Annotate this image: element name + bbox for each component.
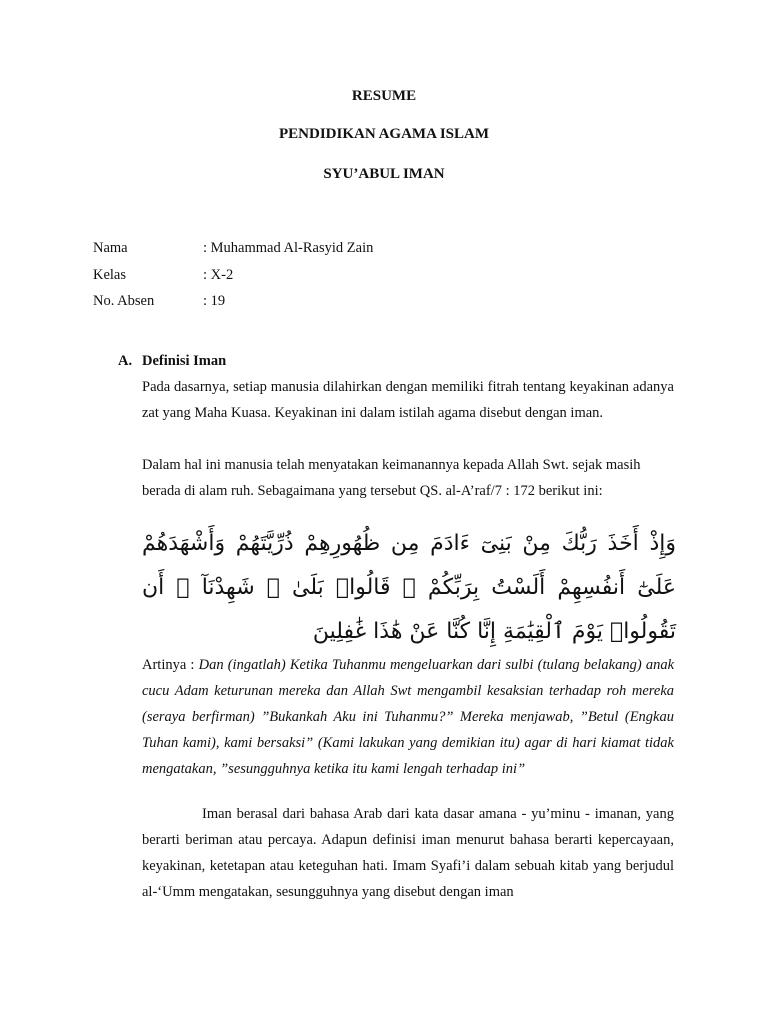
translation-text: Dan (ingatlah) Ketika Tuhanmu mengeluarkan dari sulbi (tulang belakang) anak cucu Adam keturunan mereka dan Allah Swt mengambil kesaksian terhadap roh mereka (seraya berfirman) ”Bukankah Aku ini Tuhanmu?” Mereka menjawab, ”Betul (Engkau Tuhan kami), kami bersaksi” (Kami lakukan yang demikian itu) agar di hari kiamat tidak mengatakan, ”sesungguhnya ketika itu kami lengah terhadap ini” [142,657,675,777]
identity-value: : X-2 [203,267,234,283]
paragraph-2: Dalam hal ini manusia telah menyatakan keimanannya kepada Allah Swt. sejak masih berada di alam ruh. Sebagaimana yang tersebut QS. al-A’raf/7 : 172 berikut ini: [142,457,641,499]
topic-title: SYU’ABUL IMAN [323,166,445,182]
quran-verse-arabic: وَإِذْ أَخَذَ رَبُّكَ مِنْ بَنِىٓ ءَادَمَ مِن ظُهُورِهِمْ ذُرِّيَّتَهُمْ وَأَشْهَدَهُمْ عَلَىٰٓ أَنفُسِهِمْ أَلَسْتُ بِرَبِّكُمْ ۖ قَالُوا۟ بَلَىٰ ۛ شَهِدْنَآ ۛ أَن تَقُولُوا۟ يَوْمَ ٱلْقِيَٰمَةِ إِنَّا كُنَّا عَنْ هَٰذَا غَٰفِلِينَ [142,531,676,644]
subject-title: PENDIDIKAN AGAMA ISLAM [278,126,489,142]
identity-value: : Muhammad Al-Rasyid Zain [203,240,374,256]
identity-label: Kelas [93,267,127,283]
translation-label: Artinya : [142,657,195,673]
paragraph-3: Iman berasal dari bahasa Arab dari kata dasar amana - yu’minu - imanan, yang berarti beriman atau percaya. Adapun definisi iman menurut bahasa berarti kepercayaan, keyakinan, ketetapan atau keteguhan hati. Imam Syafi’i dalam sebuah kitab yang berjudul al-‘Umm mengatakan, sesungguhnya yang disebut dengan iman [142,806,674,900]
section-letter: A. [118,353,133,369]
section-title: Definisi Iman [142,353,227,369]
document-title: RESUME [351,88,417,104]
section-heading [118,353,226,370]
verse-translation [142,652,674,782]
identity-value: : 19 [203,293,226,309]
paragraph-1: Pada dasarnya, setiap manusia dilahirkan dengan memiliki fitrah tentang keyakinan adanya zat yang Maha Kuasa. Keyakinan ini dalam istilah agama disebut dengan iman. [142,379,674,421]
identity-label: No. Absen [93,293,155,309]
identity-label: Nama [93,240,128,256]
